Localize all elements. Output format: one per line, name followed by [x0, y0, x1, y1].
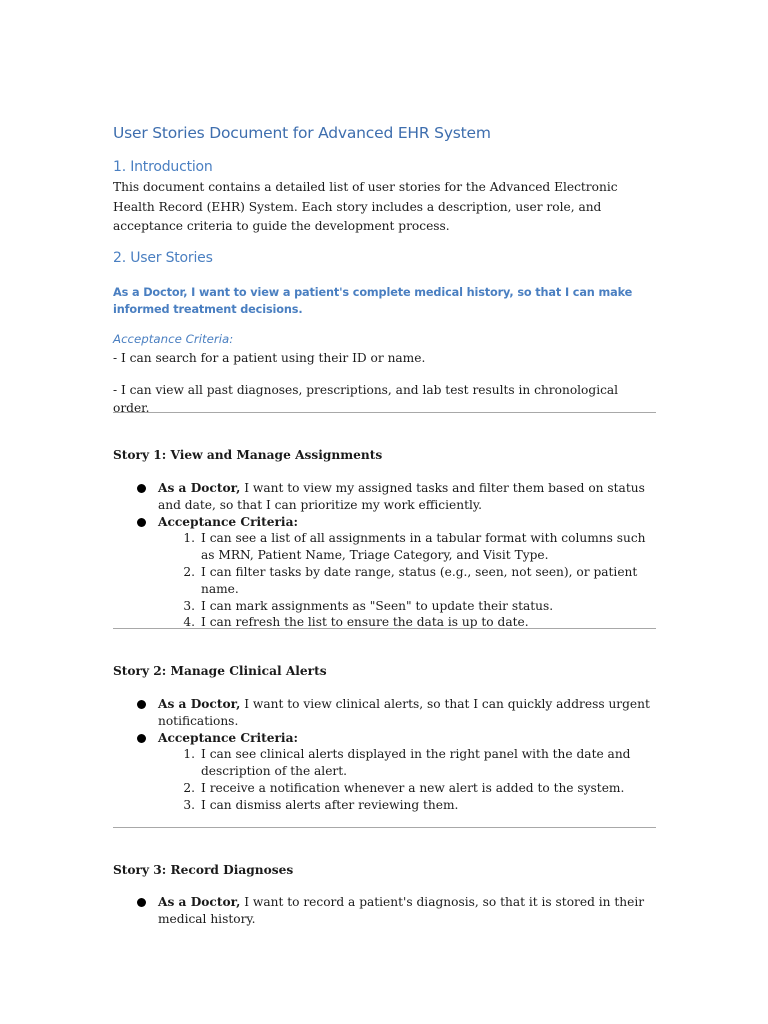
criteria-item — [113, 746, 658, 780]
criteria-label: Acceptance Criteria: — [158, 730, 298, 745]
criteria-number: 1. — [183, 747, 195, 762]
story-bullets — [113, 696, 658, 814]
criteria-text: I can filter tasks by date range, status (e.g., seen, not seen), or patient name. — [201, 564, 638, 596]
criteria-item — [113, 797, 658, 814]
section-divider — [113, 412, 656, 413]
role-label: As a Doctor, — [158, 481, 241, 495]
criteria-item — [113, 780, 658, 797]
criteria-text: I can dismiss alerts after reviewing them. — [201, 797, 459, 812]
story-title: Story 2: Manage Clinical Alerts — [113, 664, 327, 678]
lead-criterion-1: - I can search for a patient using their ID or name. — [113, 351, 426, 365]
story-bullets — [113, 894, 658, 928]
criteria-number: 1. — [183, 531, 195, 546]
lead-criterion-2: - I can view all past diagnoses, prescriptions, and lab test results in chronological order. — [113, 383, 619, 415]
criteria-number: 2. — [183, 564, 195, 579]
lead-criteria-label: Acceptance Criteria: — [113, 332, 234, 346]
criteria-number: 3. — [183, 797, 195, 812]
role-text: I want to view my assigned tasks and filter them based on status and date, so that I can prioritize my work efficiently. — [158, 481, 645, 512]
story-title: Story 1: View and Manage Assignments — [113, 448, 383, 462]
bullet-icon — [137, 898, 146, 907]
criteria-item — [113, 564, 658, 598]
intro-paragraph: This document contains a detailed list of user stories for the Advanced Electronic Health Record (EHR) System. Each story includes a description, user role, and acceptance criteria to guide the development process. — [113, 180, 618, 233]
role-label: As a Doctor, — [158, 697, 241, 711]
story-role-item — [113, 480, 658, 514]
criteria-item — [113, 530, 658, 564]
bullet-icon — [137, 700, 146, 709]
intro-heading: 1. Introduction — [113, 159, 213, 175]
criteria-text: I can refresh the list to ensure the data is up to date. — [201, 615, 529, 630]
criteria-label: Acceptance Criteria: — [158, 514, 298, 529]
lead-story-statement: As a Doctor, I want to view a patient's complete medical history, so that I can make informed treatment decisions. — [113, 286, 633, 316]
role-label: As a Doctor, — [158, 895, 241, 909]
criteria-text: I can see a list of all assignments in a tabular format with columns such as MRN, Patient Name, Triage Category, and Visit Type. — [201, 531, 646, 563]
story-bullets — [113, 480, 658, 631]
criteria-list — [113, 530, 658, 631]
criteria-list — [113, 746, 658, 813]
criteria-text: I can mark assignments as "Seen" to update their status. — [201, 598, 554, 613]
bullet-icon — [137, 518, 146, 527]
section-divider — [113, 827, 656, 828]
criteria-number: 4. — [183, 615, 195, 630]
story-role-item — [113, 894, 658, 928]
criteria-number: 2. — [183, 780, 195, 795]
story-role-item — [113, 696, 658, 730]
story-title: Story 3: Record Diagnoses — [113, 863, 294, 877]
section-divider — [113, 628, 656, 629]
criteria-item — [113, 598, 658, 615]
criteria-text: I can see clinical alerts displayed in the right panel with the date and description of the alert. — [201, 747, 631, 779]
story-criteria-item — [113, 730, 658, 814]
criteria-text: I receive a notification whenever a new alert is added to the system. — [201, 780, 625, 795]
bullet-icon — [137, 484, 146, 493]
document-title: User Stories Document for Advanced EHR System — [113, 124, 491, 142]
story-criteria-item — [113, 514, 658, 632]
bullet-icon — [137, 734, 146, 743]
role-text: I want to view clinical alerts, so that I can quickly address urgent notifications. — [158, 697, 650, 728]
criteria-number: 3. — [183, 598, 195, 613]
user-stories-heading: 2. User Stories — [113, 250, 213, 266]
role-text: I want to record a patient's diagnosis, so that it is stored in their medical history. — [158, 895, 645, 926]
